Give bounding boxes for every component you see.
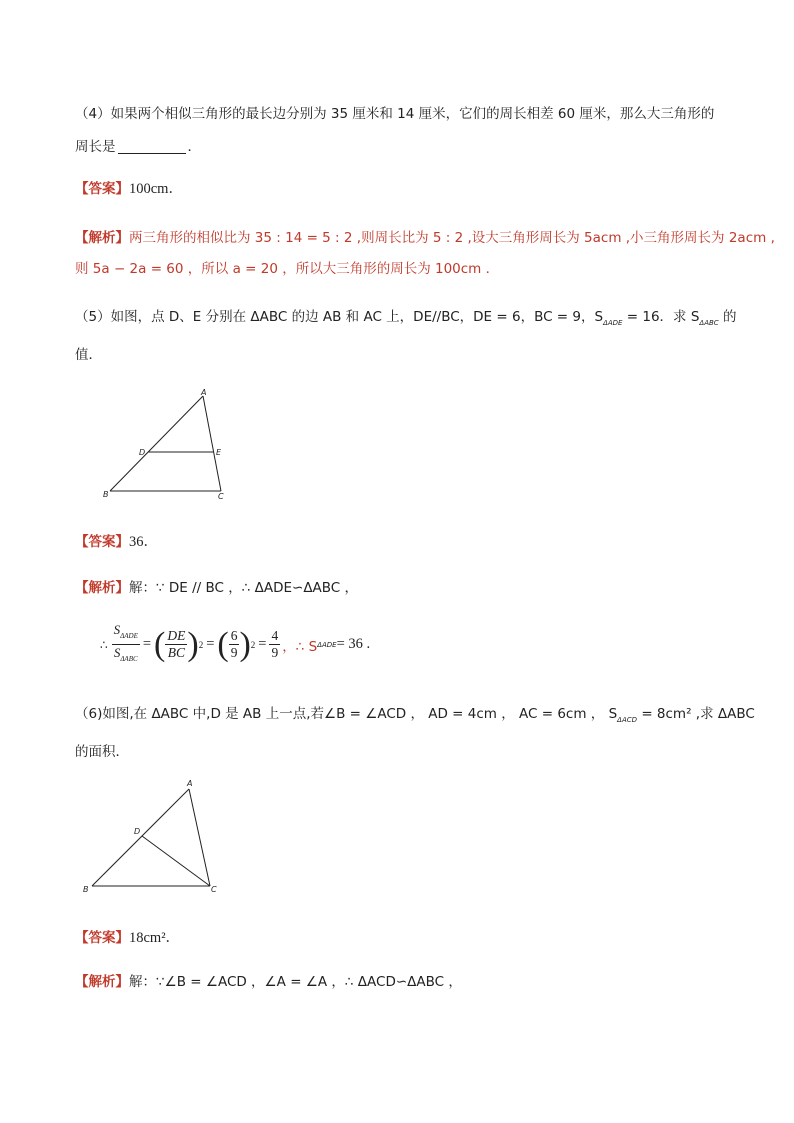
eq-tail-sub: ΔADE <box>317 640 337 649</box>
q6-line1-part-b: = 8cm² ,求 ΔABC <box>637 706 755 722</box>
label-e: E <box>216 448 222 457</box>
analysis-tag: 【解析】 <box>75 580 129 596</box>
q5-text-line2: 值． <box>75 347 102 363</box>
eq-tail-a: ，∴ S <box>282 638 318 655</box>
q4-analysis-line2: 则 5a − 2a = 60 ，所以 a = 20 ，所以大三角形的周长为 100cm ． <box>75 261 500 277</box>
edge-ab <box>92 789 189 886</box>
q4-text-line1: （4）如果两个相似三角形的最长边分别为 35 厘米和 14 厘米，它们的周长相差 60 厘米，那么大三角形的 <box>75 106 715 122</box>
side-ratio-fraction <box>165 628 187 661</box>
frac-denominator-sub: ΔABC <box>120 655 138 663</box>
q6-line1-part-a: （6)如图,在 ΔABC 中,D 是 AB 上一点,若∠B = ∠ACD ， AD = 4cm ， AC = 6cm ， S <box>75 706 618 722</box>
analysis-tag: 【解析】 <box>75 230 129 246</box>
q4-line2-end: ． <box>187 139 201 155</box>
q5-equation: ∴ $\frac{S_{\Delta ADE}}{S_{\Delta ABC}}$ = ( $\frac{DE}{BC}$ ) 2 = ( $\frac{6}{9}$ ) 2 = $\frac{4}{9}$ ，∴ S ΔADE = 36 . <box>100 622 370 667</box>
exponent: 2 <box>250 639 256 650</box>
answer-tag: 【答案】 <box>75 930 129 946</box>
q5-text-line1 <box>75 305 736 327</box>
value-ratio-fraction <box>229 628 240 661</box>
label-b: B <box>83 885 89 894</box>
q5-line1-part-b: = 16．求 S <box>622 309 700 325</box>
label-a: A <box>201 388 207 397</box>
label-c: C <box>218 492 224 501</box>
q6-answer <box>75 926 180 947</box>
label-a: A <box>187 779 193 788</box>
q4-text-line2 <box>75 135 201 155</box>
area-ratio-fraction <box>112 622 140 667</box>
exponent: 2 <box>198 639 204 650</box>
q6-text-line1 <box>75 702 755 724</box>
answer-value: 100cm． <box>129 181 183 197</box>
q5-analysis-line1 <box>75 576 358 596</box>
q5-line1-part-c: 的 <box>718 309 737 325</box>
q6-analysis-line1 <box>75 970 462 990</box>
edge-ac <box>203 396 221 491</box>
q5-line1-sub2: ΔABC <box>699 319 719 327</box>
analysis-text: 解：∵ DE // BC ，∴ ΔADE∽ΔABC ， <box>129 580 359 596</box>
answer-blank <box>118 139 186 154</box>
eq-tail-b: = 36 . <box>336 636 371 652</box>
frac-denominator: S <box>113 645 121 660</box>
label-d: D <box>134 827 141 836</box>
frac-numerator-sub: ΔADE <box>120 632 138 640</box>
label-b: B <box>103 490 109 499</box>
therefore-symbol: ∴ <box>100 637 108 652</box>
q6-line1-sub: ΔACD <box>617 716 638 724</box>
answer-value: 18cm²． <box>129 930 181 946</box>
q5-line1-part-a: （5）如图，点 D、E 分别在 ΔABC 的边 AB 和 AC 上，DE//BC，DE = 6，BC = 9，S <box>75 309 604 325</box>
analysis-text: 两三角形的相似比为 35 : 14 = 5 : 2 ,则周长比为 5 : 2 ,设大三角形周长为 5acm ,小三角形周长为 2acm , <box>129 230 775 246</box>
frac-numerator: S <box>113 622 121 637</box>
q4-line2-label: 周长是 <box>75 139 116 155</box>
edge-ab <box>110 396 203 491</box>
q5-answer <box>75 530 158 551</box>
answer-tag: 【答案】 <box>75 534 129 550</box>
q5-triangle-figure <box>95 385 235 505</box>
frac-9: 9 <box>230 645 238 660</box>
frac-bc: BC <box>167 645 185 660</box>
q6-text-line2: 的面积． <box>75 744 129 760</box>
label-d: D <box>139 448 146 457</box>
result-fraction <box>269 628 280 661</box>
answer-value: 36． <box>129 534 158 550</box>
frac-de: DE <box>167 628 186 643</box>
edge-cd <box>142 836 210 886</box>
q5-line1-sub1: ΔADE <box>603 319 623 327</box>
frac-9b: 9 <box>271 645 279 660</box>
answer-tag: 【答案】 <box>75 181 129 197</box>
q6-triangle-figure <box>75 777 225 897</box>
frac-6: 6 <box>230 628 238 643</box>
label-c: C <box>211 885 217 894</box>
analysis-tag: 【解析】 <box>75 974 129 990</box>
q4-analysis-line1 <box>75 226 775 246</box>
frac-4: 4 <box>271 628 279 643</box>
q4-answer <box>75 177 183 198</box>
analysis-text: 解：∵∠B = ∠ACD ，∠A = ∠A ，∴ ΔACD∽ΔABC ， <box>129 974 462 990</box>
edge-ac <box>189 789 210 886</box>
